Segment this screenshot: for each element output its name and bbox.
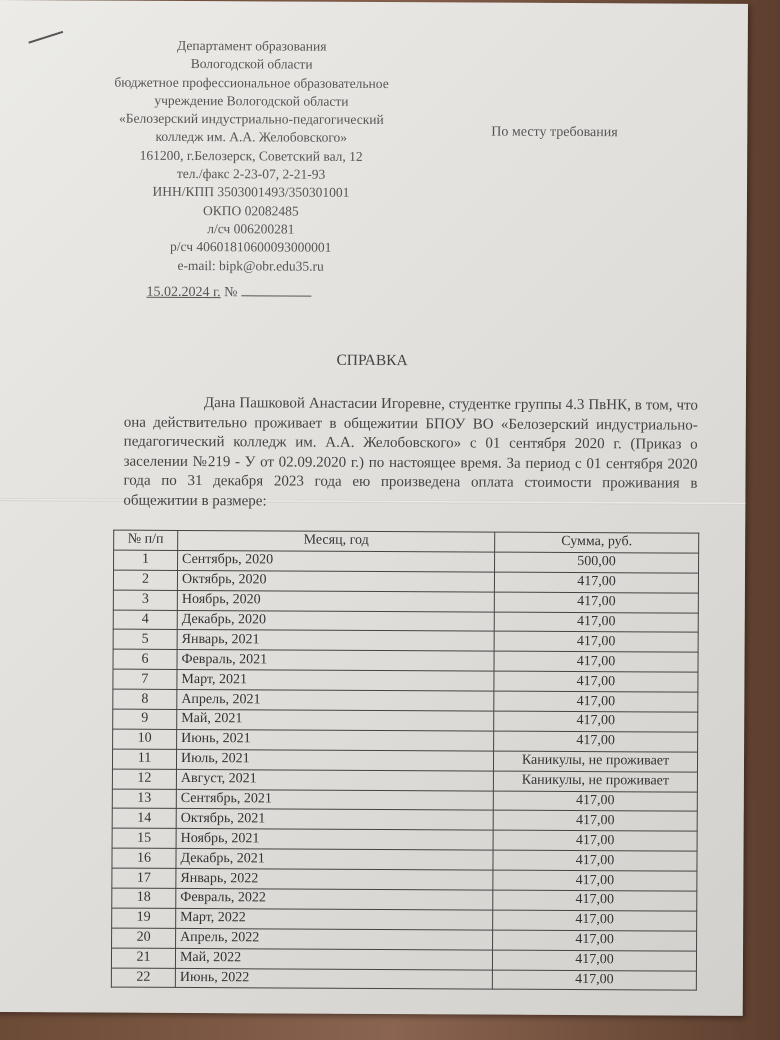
letterhead-line: Департамент образования [176, 37, 327, 54]
letterhead-line: «Белозерский индустриально-педагогический [118, 110, 384, 128]
letterhead-line: учреждение Вологодской области [154, 92, 349, 109]
row-number: 7 [113, 669, 177, 689]
row-number: 19 [112, 908, 176, 928]
row-sum: 417,00 [493, 830, 697, 851]
row-month: Август, 2021 [176, 769, 493, 791]
row-number: 15 [112, 828, 176, 848]
row-sum: Каникулы, не проживает [493, 751, 697, 772]
row-sum: 417,00 [494, 671, 698, 692]
pen-mark [28, 31, 63, 44]
row-month: Октябрь, 2020 [177, 570, 494, 592]
row-sum: 417,00 [494, 651, 698, 672]
letterhead-line: л/сч 006200281 [207, 221, 295, 237]
row-month: Март, 2022 [176, 908, 493, 930]
row-sum: 417,00 [494, 632, 698, 653]
row-month: Декабрь, 2020 [177, 610, 494, 632]
row-month: Сентябрь, 2020 [178, 550, 495, 572]
row-number: 18 [112, 888, 176, 908]
row-month: Сентябрь, 2021 [176, 789, 493, 811]
row-number: 8 [113, 689, 177, 709]
row-number: 10 [113, 729, 177, 749]
letterhead [81, 36, 422, 276]
row-number: 3 [113, 590, 177, 610]
col-header-number: № п/п [114, 530, 178, 550]
table-row [111, 968, 696, 991]
row-sum: 417,00 [492, 970, 696, 991]
row-number: 16 [112, 848, 176, 868]
row-month: Июнь, 2021 [177, 729, 494, 751]
date: 15.02.2024 г. [146, 284, 221, 301]
letterhead-line: 161200, г.Белозерск, Советский вал, 12 [139, 147, 363, 164]
number-label: № [224, 285, 238, 301]
row-number: 17 [112, 868, 176, 888]
row-number: 11 [112, 749, 176, 769]
row-month: Апрель, 2022 [176, 928, 493, 950]
row-month: Ноябрь, 2020 [177, 590, 494, 612]
col-header-month: Месяц, год [178, 530, 495, 552]
number-blank [241, 295, 311, 296]
row-month: Февраль, 2021 [177, 650, 494, 672]
letterhead-line: ИНН/КПП 3503001493/350301001 [152, 184, 350, 201]
payment-table [111, 530, 699, 992]
row-number: 9 [113, 709, 177, 729]
row-number: 4 [113, 610, 177, 630]
row-sum: 417,00 [493, 791, 697, 812]
row-sum: 417,00 [492, 950, 696, 971]
row-sum: 417,00 [494, 731, 698, 752]
row-sum: 500,00 [495, 552, 699, 573]
row-month: Март, 2021 [177, 670, 494, 692]
row-number: 22 [111, 968, 175, 988]
letterhead-line: р/сч 40601810600093000001 [169, 239, 332, 256]
body-text: Дана Пашковой Анастасии Игоревне, студентке группы 4.3 ПвНК, в том, что она действительно проживает в общежитии БПОУ ВО «Белозерский индустриально-педагогический колледж им. А.А. Желобовского» с 01 сентября 2020 г. (Приказ о заселении №219 - У от 02.09.2020 г.) по настоящее время. За период с 01 сентября 2020 года по 31 декабря 2023 года ею произведена оплата стоимости проживания в общежитии в размере: [123, 395, 698, 509]
col-header-sum: Сумма, руб. [495, 532, 699, 553]
letterhead-line: колледж им. А.А. Желобовского» [155, 129, 348, 146]
row-sum: 417,00 [494, 711, 698, 732]
row-number: 5 [113, 630, 177, 650]
row-number: 12 [112, 769, 176, 789]
row-month: Ноябрь, 2021 [176, 829, 493, 851]
row-number: 6 [113, 649, 177, 669]
row-sum: 417,00 [493, 850, 697, 871]
email-line: e-mail: bipk@obr.edu35.ru [177, 257, 324, 274]
row-month: Декабрь, 2021 [176, 849, 493, 871]
date-line [146, 285, 311, 302]
row-sum: 417,00 [493, 811, 697, 832]
row-month: Июль, 2021 [176, 749, 493, 771]
row-month: Май, 2022 [175, 948, 492, 970]
row-month: Апрель, 2021 [177, 690, 494, 712]
letterhead-line: ОКПО 02082485 [203, 202, 299, 219]
row-sum: Каникулы, не проживает [493, 771, 697, 792]
row-month: Февраль, 2022 [176, 888, 493, 910]
row-month: Январь, 2022 [176, 869, 493, 891]
letterhead-line: бюджетное профессиональное образовательное [114, 74, 389, 91]
letterhead-line: тел./факс 2-23-07, 2-21-93 [176, 166, 326, 182]
letterhead-line: Вологодской области [190, 56, 313, 72]
row-sum: 417,00 [494, 592, 698, 613]
row-sum: 417,00 [493, 890, 697, 911]
addressee: По месту требования [491, 124, 618, 141]
row-month: Январь, 2021 [177, 630, 494, 652]
row-sum: 417,00 [493, 930, 697, 951]
row-number: 13 [112, 789, 176, 809]
row-sum: 417,00 [494, 572, 698, 593]
row-month: Октябрь, 2021 [176, 809, 493, 831]
row-month: Июнь, 2022 [175, 968, 492, 990]
row-month: Май, 2021 [177, 709, 494, 731]
email-link[interactable]: bipk@obr.edu35.ru [219, 257, 324, 274]
row-sum: 417,00 [494, 691, 698, 712]
row-number: 21 [111, 948, 175, 968]
row-number: 1 [114, 550, 178, 570]
row-number: 20 [112, 928, 176, 948]
row-sum: 417,00 [494, 612, 698, 633]
row-number: 14 [112, 809, 176, 829]
row-number: 2 [113, 570, 177, 590]
row-sum: 417,00 [493, 910, 697, 931]
row-sum: 417,00 [493, 870, 697, 891]
document-title: СПРАВКА [336, 351, 408, 370]
